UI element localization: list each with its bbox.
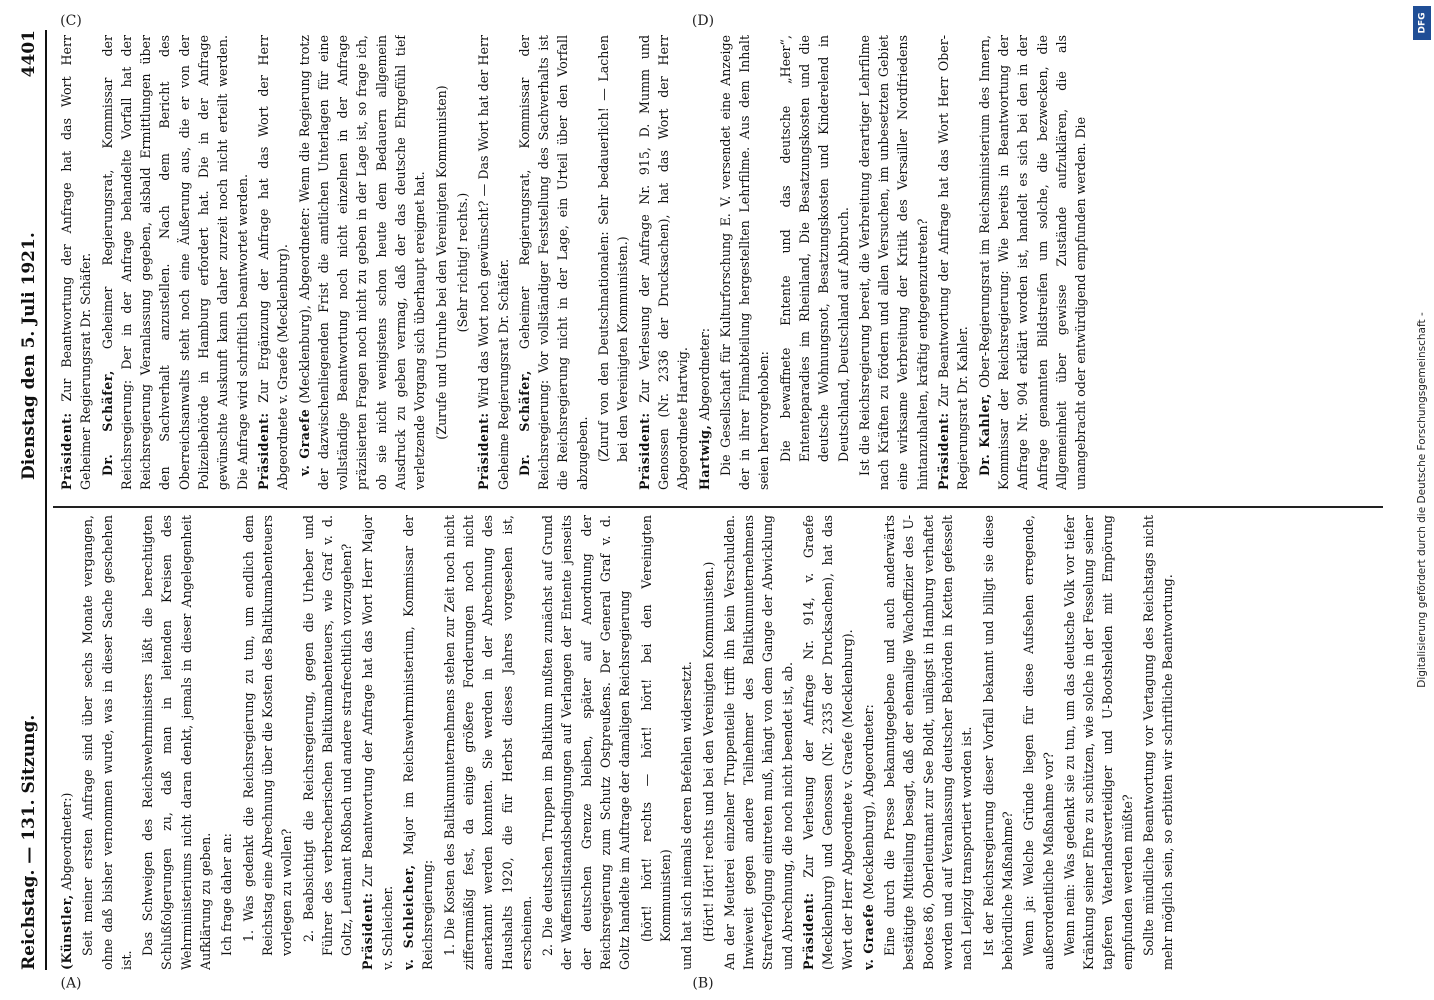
left-text-column — [57, 515, 1377, 970]
paragraph-text: Ist der Reichsregierung dieser Vorfall bekannt und billigt sie diese behördliche Maßnahme? — [980, 515, 1015, 970]
paragraph-text: (Zuruf von den Deutschnationalen: Sehr bedauerlich! — Lachen bei den Vereinigten Kommunisten.) — [596, 35, 631, 462]
paragraph — [78, 515, 136, 970]
paragraph — [254, 35, 293, 490]
paragraph — [979, 515, 1018, 970]
paragraph-text: (Hört! Hört! rechts und bei den Vereinigten Kommunisten.) — [700, 561, 716, 942]
protocol-page — [5, 0, 1405, 1000]
speaker-name: Präsident: — [476, 412, 492, 490]
paragraph-text: Das Schweigen des Reichswehrministers läßt die berechtigten Schlußfolgerungen zu, daß man in leitenden Kreisen des Wehrministeriums nicht daran denkt, jemals in dieser Angelegenheit Aufklärung zu geben. — [140, 515, 214, 970]
paragraph-text: Zur Verlesung der Anfrage Nr. 915, D. Mumm und Genossen (Nr. 2336 der Drucksachen), hat das Wort der Herr Abgeordnete Hartwig. — [636, 35, 691, 490]
paragraph — [880, 515, 976, 970]
speaker-name: Präsident: — [360, 892, 376, 970]
dfg-watermark — [1410, 0, 1434, 1000]
paragraph — [594, 35, 633, 490]
speaker-name: v. Graefe — [296, 408, 312, 476]
paragraph-text: und hat sich niemals deren Befehlen widersetzt. — [679, 661, 695, 970]
paragraph-text: (Zurufe und Unruhe bei den Vereinigten Kommunisten) — [433, 85, 449, 440]
margin-mark-a: (A) — [60, 975, 82, 992]
paragraph-text: Die bewaffnete Entente und das deutsche „Heer“, Ententeparadies im Rheinland, Die Besatzungskosten und die deutsche Wohnungsnot, Besatzungskosten und Kinderelend in Deutschland, Deutschland auf Abbruch. — [777, 35, 851, 462]
paragraph-text: 1. Was gedenkt die Reichsregierung zu tun, um endlich dem Reichstag eine Abrechnung über die Kosten des Baltikumabenteuers vorlegen zu wollen? — [240, 515, 295, 956]
paragraph-text: Wenn nein: Was gedenkt sie zu tun, um das deutsche Volk vor tiefer Kränkung seiner Ehre zu schützen, wie solche in der Fesselung seiner tapferen Vaterlandsverteidiger und U-Bootshelden mit Empörung empfunden werden müßte? — [1061, 515, 1135, 970]
watermark-text: Digitalisierung gefördert durch die Deutsche Forschungsgemeinschaft - — [1416, 312, 1428, 688]
paragraph-text: Seit meiner ersten Anfrage sind über sechs Monate vergangen, ohne daß bisher vernommen wurde, was in dieser Sache geschehen ist. — [80, 515, 134, 970]
speaker-name: Präsident: — [800, 892, 816, 970]
paragraph — [399, 515, 438, 970]
paragraph — [474, 35, 513, 490]
paragraph — [799, 515, 857, 970]
paragraph — [855, 35, 932, 490]
paragraph-text: Abgeordneter: — [696, 327, 712, 421]
running-header — [15, 30, 47, 970]
page-number: 4401 — [19, 30, 39, 78]
paragraph — [299, 515, 357, 970]
speaker-name: Hartwig, — [696, 424, 712, 490]
margin-mark-b: (B) — [692, 975, 714, 992]
speaker-name: Dr. Schäfer, — [99, 370, 115, 476]
right-text-column — [57, 35, 1377, 490]
paragraph — [432, 35, 451, 490]
speaker-name: (Künstler, — [59, 894, 74, 970]
dfg-logo-icon: DFG — [1413, 6, 1431, 40]
paragraph — [239, 515, 297, 970]
header-date: Dienstag den 5. Juli 1921. — [19, 232, 39, 480]
paragraph — [440, 515, 536, 970]
paragraph-text: An der Meuterei einzelner Truppenteile trifft ihn kein Verschulden. Inwieweit gegen andere Teilnehmer des Baltikumunternehmens Strafverfolgung eintreten muß, hängt von dem Gange der Abwicklung und Abrechnung, die noch nicht beendet ist, ab. — [721, 515, 795, 970]
paragraph — [859, 515, 878, 970]
paragraph — [716, 35, 774, 490]
paragraph-text: Ist die Reichsregierung bereit, die Verbreitung derartiger Lehrfilme nach Kräften zu fördern und allen Versuchen, im unbesetzten Gebiet eine wirksame Verbreitung der Kritik des Versailler Nordfriedens hintanzuhalten, kräftig entgegenzutreten? — [856, 35, 930, 490]
paragraph-text: (Sehr richtig! rechts.) — [454, 192, 470, 333]
margin-mark-d: (D) — [691, 12, 715, 29]
paragraph-text: Wird das Wort noch gewünscht? — Das Wort hat der Herr Geheime Regierungsrat Dr. Schäfer. — [476, 35, 511, 490]
paragraph — [695, 35, 714, 490]
paragraph-text: 2. Beabsichtigt die Reichsregierung, gegen die Urheber und Führer des verbrecherischen Baltikumabenteuers, wie Graf v. d. Goltz, Leutnant Roßbach und andere strafrechtlich vorzugehen? — [300, 515, 355, 956]
paragraph — [635, 35, 693, 490]
paragraph — [515, 35, 592, 490]
column-divider — [53, 506, 1383, 508]
paragraph — [975, 35, 1091, 490]
speaker-name: Präsident: — [59, 412, 74, 490]
paragraph — [1019, 515, 1058, 970]
paragraph — [358, 515, 397, 970]
paragraph — [98, 35, 252, 490]
paragraph — [538, 515, 634, 970]
paragraph-text: Zur Beantwortung der Anfrage hat das Wort Herr Geheimer Regierungsrat Dr. Schäfer. — [59, 35, 94, 490]
paragraph — [776, 35, 853, 490]
paragraph-text: Zur Ergänzung der Anfrage hat das Wort der Herr Abgeordnete v. Graefe (Mecklenburg). — [255, 35, 291, 490]
speaker-name: v. Schleicher, — [401, 864, 417, 970]
speaker-name: Präsident: — [936, 412, 952, 490]
header-session: Reichstag. — 131. Sitzung. — [19, 714, 39, 970]
paragraph-text: Ober-Regierungsrat im Reichsministerium des Innern, Kommissar der Reichsregierung: Wie bereits in Beantwortung der Anfrage Nr. 904 erklärt worden ist, handelt es sich bei den in der Anfrage genannten Bildstreifen um solche, die bezwecken, die Allgemeinheit über gewisse Zustände aufzuklären, die als unangebracht oder entwürdigend empfunden werden. Die — [976, 35, 1089, 490]
speaker-name: Präsident: — [255, 412, 271, 490]
paragraph-text: Geheimer Regierungsrat, Kommissar der Reichsregierung: Vor vollständiger Feststellung des Sachverhalts ist die Reichsregierung nicht in der Lage, ein Urteil über den Vorfall abzugeben. — [516, 35, 590, 490]
paragraph-text: Wenn ja: Welche Gründe liegen für diese Aufsehen erregende, außerordentliche Maßnahme vor? — [1021, 515, 1056, 970]
speaker-name: v. Graefe — [860, 903, 876, 970]
paragraph-text: Eine durch die Presse bekanntgegebene und auch anderwärts bestätigte Mitteilung besagt, daß der ehemalige Wachoffizier des U-Bootes 86, Oberleutnant zur See Boldt, unlängst in Hamburg verhaftet worden und auf Veranlassung deutscher Behörden in Ketten gefesselt nach Leipzig transportiert worden ist. — [882, 515, 975, 970]
paragraph-text: Ich frage daher an: — [219, 833, 235, 956]
paragraph — [1139, 515, 1178, 970]
paragraph-text: Sollte mündliche Beantwortung vor Vertagung des Reichstags nicht mehr möglich sein, so erbitten wir schriftliche Beantwortung. — [1141, 515, 1176, 970]
paragraph-text: Abgeordneter:) — [59, 792, 74, 891]
paragraph — [217, 515, 236, 970]
paragraph — [295, 35, 430, 490]
paragraph-text: Zur Verlesung der Anfrage Nr. 914, v. Graefe (Mecklenburg) und Genossen (Nr. 2335 der Drucksachen), hat das Wort der Herr Abgeordnete v. Graefe (Mecklenburg). — [800, 515, 855, 970]
paragraph-text: Zur Beantwortung der Anfrage hat das Wort Herr Major v. Schleicher. — [360, 515, 395, 970]
paragraph-text: Die Gesellschaft für Kulturforschung E. V. versendet eine Anzeige der in ihrer Filmabteilung hergestellten Lehrfilme. Aus dem Inhalt seien hervorgehoben: — [717, 35, 772, 490]
speaker-name: Präsident: — [636, 412, 652, 490]
paragraph-text: 1. Die Kosten des Baltikumunternehmens stehen zur Zeit noch nicht ziffernmäßig fest, da einige größere Forderungen noch nicht anerkannt werden konnten. Sie werden in der Abrechnung des Haushalts 1920, die für Herbst dieses Jahres vorgesehen ist, erscheinen. — [441, 515, 534, 970]
paragraph — [699, 515, 718, 970]
paragraph-text: Geheimer Regierungsrat, Kommissar der Reichsregierung: Der in der Anfrage behandelte Vorfall hat der Reichsregierung Veranlassung gegeben, alsbald Ermittlungen über den Sachverhalt anzustellen. Nach dem Bericht des Oberreichsanwalts steht noch eine Äußerung aus, die er von der Polizeibehörde in Hamburg erfordert hat. Die in der Anfrage gewünschte Auskunft kann daher zurzeit noch nicht erteilt werden. Die Anfrage wird schriftlich beantwortet werden. — [99, 35, 250, 490]
paragraph — [57, 35, 96, 490]
paragraph-text: (hört! hört! rechts — hört! hört! bei den Vereinigten Kommunisten) — [638, 515, 673, 942]
paragraph — [720, 515, 797, 970]
margin-mark-c: (C) — [60, 13, 82, 30]
paragraph — [677, 515, 696, 970]
paragraph-text: Zur Beantwortung der Anfrage hat das Wort Herr Ober-Regierungsrat Dr. Kahler. — [936, 35, 971, 490]
paragraph — [1060, 515, 1137, 970]
speaker-name: Dr. Kahler, — [976, 393, 992, 476]
paragraph-text: (Mecklenburg), Abgeordneter: Wenn die Regierung trotz der dazwischenliegenden Frist die amtlichen Unterlagen für eine vollständige Beantwortung noch nicht einzelnen in der Anfrage präzisierten Fragen noch nicht zu geben in der Lage ist, so frage ich, ob sie nicht wenigstens schon heute dem Bedauern allgemein Ausdruck zu geben vermag, daß der das deutsche Ehrgefühl tief verletzende Vorgang sich überhaupt ereignet hat. — [296, 35, 428, 490]
paragraph — [138, 515, 215, 970]
paragraph — [453, 35, 472, 490]
paragraph-text: Major im Reichswehrministerium, Kommissar der Reichsregierung: — [401, 515, 436, 970]
paragraph-text: 2. Die deutschen Truppen im Baltikum mußten zunächst auf Grund der Waffenstillstandsbedingungen auf Verlangen der Entente jenseits der deutschen Grenze bleiben, später auf Anordnung der Reichsregierung zum Schutz Ostpreußens. Der General Graf v. d. Goltz handelte im Auftrage der damaligen Reichsregierung — [540, 515, 633, 970]
paragraph — [637, 515, 676, 970]
paragraph — [57, 515, 76, 970]
paragraph — [934, 35, 973, 490]
speaker-name: Dr. Schäfer, — [516, 370, 532, 476]
paragraph-text: (Mecklenburg), Abgeordneter: — [860, 704, 876, 900]
